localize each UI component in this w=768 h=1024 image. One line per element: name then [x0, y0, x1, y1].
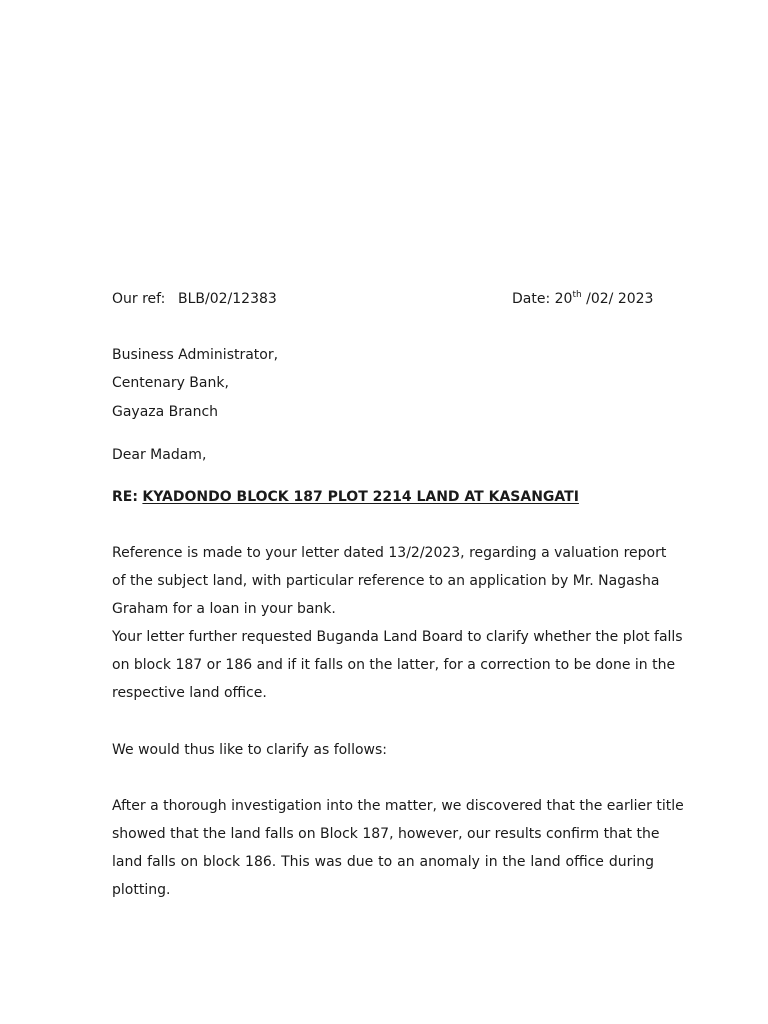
- reference-number: BLB/02/12383: [178, 291, 277, 307]
- date-suffix: /02/ 2023: [581, 291, 654, 307]
- date-ordinal-suffix: th: [572, 290, 582, 300]
- recipient-organization: Centenary Bank,: [112, 375, 229, 391]
- letter-date: [512, 290, 653, 308]
- paragraph-1-line-5: on block 187 or 186 and if it falls on the latter, for a correction to be done in the: [112, 657, 676, 673]
- paragraph-3-line-2: showed that the land falls on Block 187, however, our results confirm that the: [112, 826, 660, 842]
- paragraph-2: We would thus like to clarify as follows:: [112, 742, 387, 758]
- reference-label: Our ref:: [112, 291, 166, 307]
- paragraph-1-line-2: of the subject land, with particular reference to an application by Mr. Nagasha: [112, 573, 660, 589]
- paragraph-1-line-6: respective land office.: [112, 685, 267, 701]
- paragraph-1-line-1: Reference is made to your letter dated 13/2/2023, regarding a valuation report: [112, 545, 667, 561]
- paragraph-3-line-4: plotting.: [112, 882, 171, 898]
- paragraph-3-line-1: After a thorough investigation into the matter, we discovered that the earlier title: [112, 798, 684, 814]
- paragraph-1-line-3: Graham for a loan in your bank.: [112, 601, 336, 617]
- subject-label: RE:: [112, 489, 138, 505]
- subject-title: KYADONDO BLOCK 187 PLOT 2214 LAND AT KASANGATI: [142, 489, 579, 505]
- recipient-branch: Gayaza Branch: [112, 404, 219, 420]
- subject-line: [112, 488, 579, 506]
- recipient-title: Business Administrator,: [112, 347, 279, 363]
- date-prefix: Date: 20: [512, 291, 573, 307]
- paragraph-1-line-4: Your letter further requested Buganda Land Board to clarify whether the plot falls: [112, 629, 683, 645]
- paragraph-3-line-3: land falls on block 186. This was due to an anomaly in the land office during: [112, 854, 654, 870]
- salutation: Dear Madam,: [112, 447, 207, 463]
